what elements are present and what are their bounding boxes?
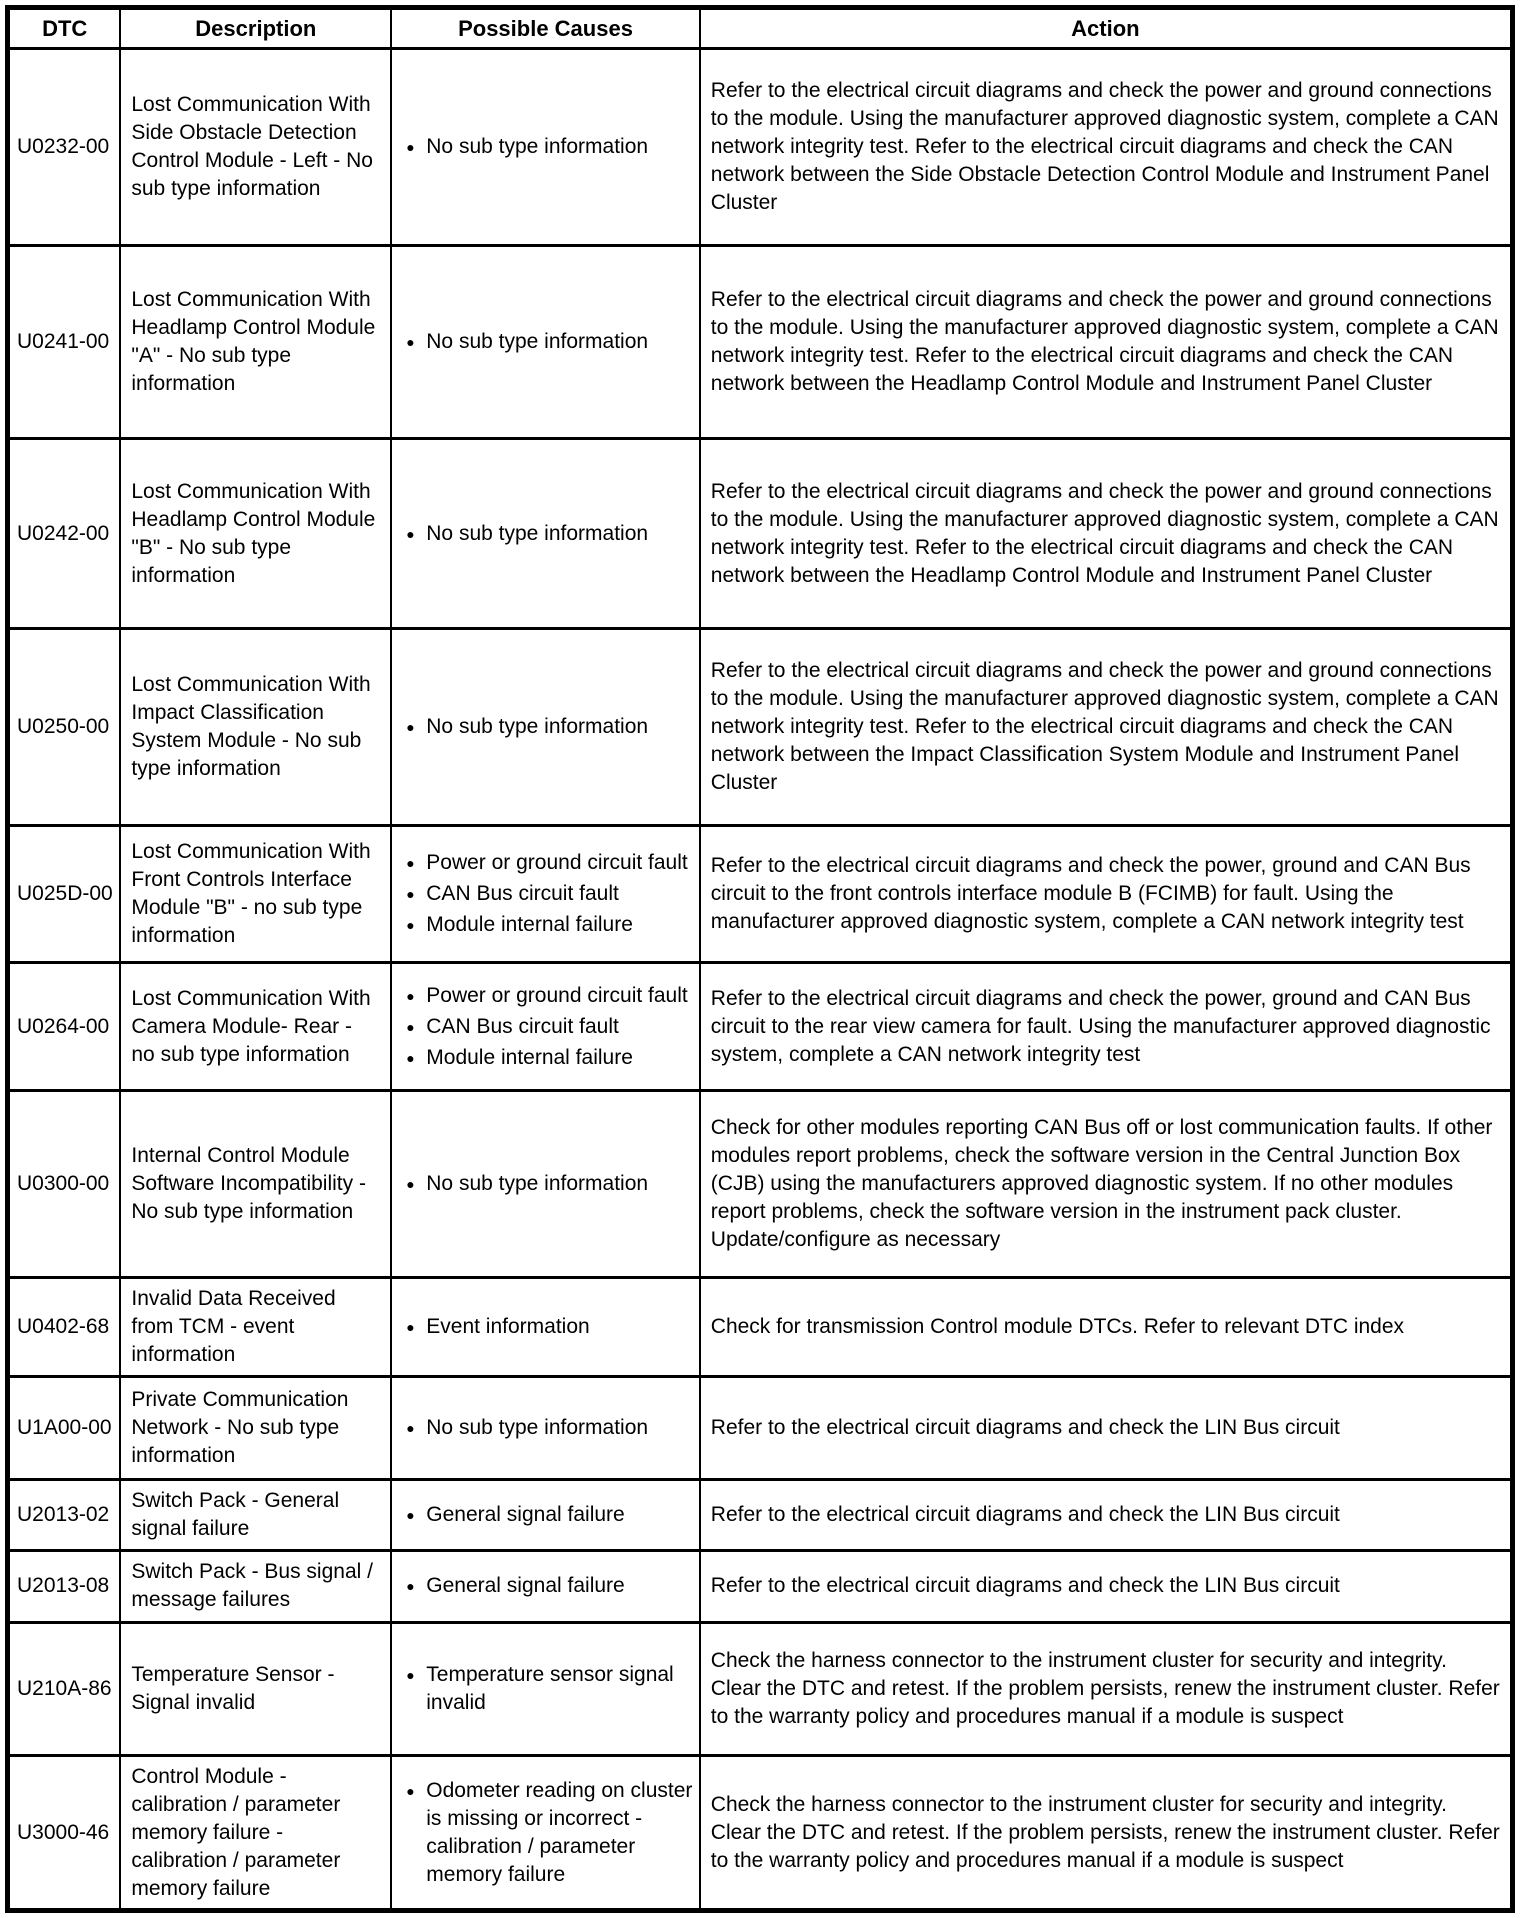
- cause-text: CAN Bus circuit fault: [426, 1014, 619, 1038]
- cause-item: [406, 1661, 693, 1717]
- description-cell: Lost Communication With Camera Module- Rear - no sub type information: [120, 963, 391, 1091]
- cause-item: [406, 713, 693, 741]
- causes-cell: [391, 1755, 700, 1911]
- cause-item: [406, 1572, 693, 1600]
- description-cell: Control Module - calibration / parameter memory failure - calibration / parameter memory failure: [120, 1755, 391, 1911]
- table-row: [8, 1550, 1513, 1622]
- action-cell: Refer to the electrical circuit diagrams and check the power, ground and CAN Bus circuit to the front controls interface module B (FCIMB) for fault. Using the manufacturer approved diagnostic system, complete a CAN network integrity test: [700, 826, 1513, 963]
- causes-cell: [391, 1622, 700, 1755]
- cause-item: [406, 520, 693, 548]
- bullet-icon: ●: [406, 525, 415, 542]
- description-cell: Temperature Sensor - Signal invalid: [120, 1622, 391, 1755]
- causes-cell: [391, 1091, 700, 1278]
- bullet-icon: ●: [406, 1018, 415, 1035]
- causes-cell: [391, 246, 700, 439]
- description-cell: Lost Communication With Impact Classification System Module - No sub type information: [120, 629, 391, 826]
- cause-text: Event information: [426, 1315, 590, 1339]
- cause-item: [406, 133, 693, 161]
- table-row: [8, 963, 1513, 1091]
- action-cell: Check the harness connector to the instrument cluster for security and integrity. Clear the DTC and retest. If the problem persists, renew the instrument cluster. Refer to the warranty policy and procedures manual if a module is suspect: [700, 1755, 1513, 1911]
- cause-text: No sub type information: [426, 521, 649, 545]
- dtc-cell: U0242-00: [8, 439, 121, 629]
- dtc-cell: U2013-02: [8, 1480, 121, 1551]
- dtc-cell: U2013-08: [8, 1550, 121, 1622]
- cause-item: [406, 880, 693, 908]
- dtc-cell: U210A-86: [8, 1622, 121, 1755]
- cause-text: General signal failure: [426, 1502, 625, 1526]
- causes-cell: [391, 629, 700, 826]
- table-row: [8, 439, 1513, 629]
- bullet-icon: ●: [406, 1666, 415, 1683]
- cause-item: [406, 1013, 693, 1041]
- dtc-cell: U0402-68: [8, 1278, 121, 1377]
- cause-text: CAN Bus circuit fault: [426, 882, 619, 906]
- column-header-possible-causes: Possible Causes: [391, 8, 700, 49]
- bullet-icon: ●: [406, 719, 415, 736]
- table-row: [8, 1091, 1513, 1278]
- cause-item: [406, 1170, 693, 1198]
- cause-item: [406, 328, 693, 356]
- bullet-icon: ●: [406, 1506, 415, 1523]
- description-cell: Private Communication Network - No sub type information: [120, 1377, 391, 1480]
- cause-item: [406, 911, 693, 939]
- table-row: [8, 1755, 1513, 1911]
- action-cell: Refer to the electrical circuit diagrams and check the LIN Bus circuit: [700, 1550, 1513, 1622]
- dtc-table-body: [8, 49, 1513, 1911]
- bullet-icon: ●: [406, 334, 415, 351]
- cause-text: No sub type information: [426, 330, 649, 354]
- dtc-cell: U0241-00: [8, 246, 121, 439]
- description-cell: Lost Communication With Headlamp Control Module "A" - No sub type information: [120, 246, 391, 439]
- bullet-icon: ●: [406, 987, 415, 1004]
- description-cell: Lost Communication With Side Obstacle Detection Control Module - Left - No sub type information: [120, 49, 391, 246]
- causes-cell: [391, 439, 700, 629]
- cause-text: Power or ground circuit fault: [426, 851, 688, 875]
- causes-cell: [391, 963, 700, 1091]
- description-cell: Switch Pack - General signal failure: [120, 1480, 391, 1551]
- cause-text: No sub type information: [426, 1416, 649, 1440]
- bullet-icon: ●: [406, 1420, 415, 1437]
- dtc-cell: U1A00-00: [8, 1377, 121, 1480]
- action-cell: Refer to the electrical circuit diagrams and check the power and ground connections to the module. Using the manufacturer approved diagnostic system, complete a CAN network integrity test. Refer to the electrical circuit diagrams and check the CAN network between the Impact Classification System Module and Instrument Panel Cluster: [700, 629, 1513, 826]
- bullet-icon: ●: [406, 1578, 415, 1595]
- causes-cell: [391, 1550, 700, 1622]
- dtc-table-header: [8, 8, 1513, 49]
- dtc-cell: U0250-00: [8, 629, 121, 826]
- action-cell: Check the harness connector to the instrument cluster for security and integrity. Clear the DTC and retest. If the problem persists, renew the instrument cluster. Refer to the warranty policy and procedures manual if a module is suspect: [700, 1622, 1513, 1755]
- bullet-icon: ●: [406, 1782, 415, 1799]
- bullet-icon: ●: [406, 886, 415, 903]
- causes-cell: [391, 826, 700, 963]
- dtc-cell: U025D-00: [8, 826, 121, 963]
- causes-cell: [391, 1480, 700, 1551]
- description-cell: Invalid Data Received from TCM - event information: [120, 1278, 391, 1377]
- cause-text: Power or ground circuit fault: [426, 983, 688, 1007]
- header-row: [8, 8, 1513, 49]
- column-header-action: Action: [700, 8, 1513, 49]
- bullet-icon: ●: [406, 855, 415, 872]
- action-cell: Refer to the electrical circuit diagrams and check the LIN Bus circuit: [700, 1377, 1513, 1480]
- dtc-cell: U0300-00: [8, 1091, 121, 1278]
- table-row: [8, 1377, 1513, 1480]
- dtc-cell: U0232-00: [8, 49, 121, 246]
- cause-item: [406, 1777, 693, 1889]
- bullet-icon: ●: [406, 1176, 415, 1193]
- action-cell: Refer to the electrical circuit diagrams and check the power, ground and CAN Bus circuit to the rear view camera for fault. Using the manufacturer approved diagnostic system, complete a CAN network integrity test: [700, 963, 1513, 1091]
- table-row: [8, 826, 1513, 963]
- cause-item: [406, 1501, 693, 1529]
- description-cell: Switch Pack - Bus signal / message failures: [120, 1550, 391, 1622]
- cause-text: Odometer reading on cluster is missing or incorrect - calibration / parameter memory failure: [426, 1778, 693, 1886]
- cause-item: [406, 1414, 693, 1442]
- causes-cell: [391, 1377, 700, 1480]
- cause-text: No sub type information: [426, 135, 649, 159]
- dtc-cell: U3000-46: [8, 1755, 121, 1911]
- action-cell: Refer to the electrical circuit diagrams and check the power and ground connections to the module. Using the manufacturer approved diagnostic system, complete a CAN network integrity test. Refer to the electrical circuit diagrams and check the CAN network between the Headlamp Control Module and Instrument Panel Cluster: [700, 246, 1513, 439]
- table-row: [8, 1622, 1513, 1755]
- action-cell: Check for other modules reporting CAN Bus off or lost communication faults. If other modules report problems, check the software version in the Central Junction Box (CJB) using the manufacturers approved diagnostic system. If no other modules report problems, check the software version in the instrument pack cluster. Update/configure as necessary: [700, 1091, 1513, 1278]
- action-cell: Refer to the electrical circuit diagrams and check the LIN Bus circuit: [700, 1480, 1513, 1551]
- bullet-icon: ●: [406, 1319, 415, 1336]
- table-row: [8, 629, 1513, 826]
- column-header-description: Description: [120, 8, 391, 49]
- cause-text: No sub type information: [426, 1172, 649, 1196]
- description-cell: Internal Control Module Software Incompatibility - No sub type information: [120, 1091, 391, 1278]
- cause-text: Module internal failure: [426, 913, 633, 937]
- dtc-table: [5, 5, 1515, 1913]
- action-cell: Refer to the electrical circuit diagrams and check the power and ground connections to the module. Using the manufacturer approved diagnostic system, complete a CAN network integrity test. Refer to the electrical circuit diagrams and check the CAN network between the Headlamp Control Module and Instrument Panel Cluster: [700, 439, 1513, 629]
- causes-cell: [391, 1278, 700, 1377]
- table-row: [8, 246, 1513, 439]
- dtc-cell: U0264-00: [8, 963, 121, 1091]
- cause-text: General signal failure: [426, 1574, 625, 1598]
- column-header-dtc: DTC: [8, 8, 121, 49]
- table-row: [8, 49, 1513, 246]
- cause-item: [406, 849, 693, 877]
- table-row: [8, 1480, 1513, 1551]
- description-cell: Lost Communication With Headlamp Control Module "B" - No sub type information: [120, 439, 391, 629]
- cause-item: [406, 1044, 693, 1072]
- description-cell: Lost Communication With Front Controls Interface Module "B" - no sub type information: [120, 826, 391, 963]
- table-row: [8, 1278, 1513, 1377]
- cause-text: Temperature sensor signal invalid: [426, 1662, 674, 1714]
- cause-item: [406, 982, 693, 1010]
- bullet-icon: ●: [406, 1049, 415, 1066]
- action-cell: Check for transmission Control module DTCs. Refer to relevant DTC index: [700, 1278, 1513, 1377]
- action-cell: Refer to the electrical circuit diagrams and check the power and ground connections to the module. Using the manufacturer approved diagnostic system, complete a CAN network integrity test. Refer to the electrical circuit diagrams and check the CAN network between the Side Obstacle Detection Control Module and Instrument Panel Cluster: [700, 49, 1513, 246]
- cause-item: [406, 1313, 693, 1341]
- cause-text: No sub type information: [426, 715, 649, 739]
- cause-text: Module internal failure: [426, 1045, 633, 1069]
- bullet-icon: ●: [406, 917, 415, 934]
- causes-cell: [391, 49, 700, 246]
- bullet-icon: ●: [406, 139, 415, 156]
